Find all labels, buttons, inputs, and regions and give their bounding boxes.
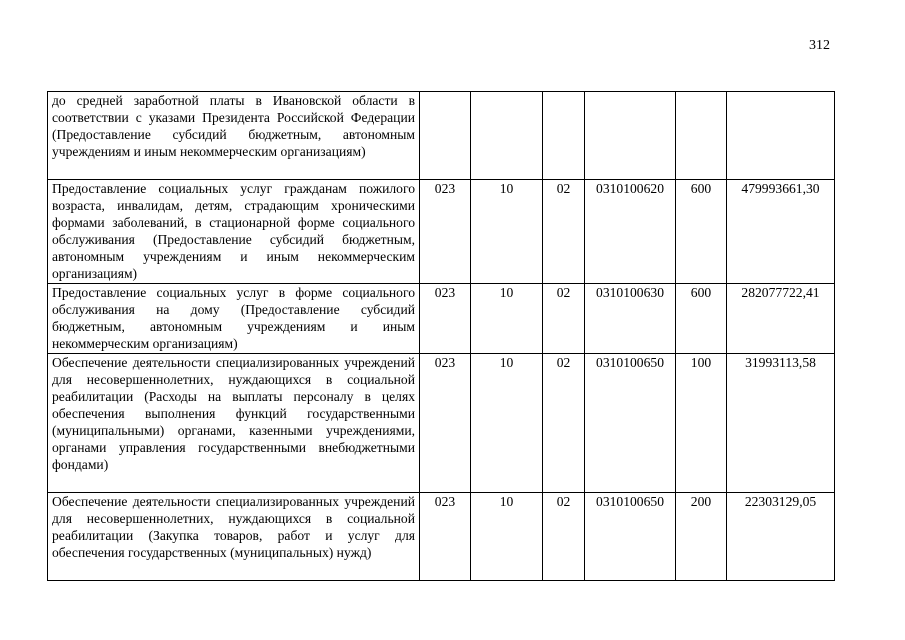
subsection-code-cell: 02 <box>543 493 585 581</box>
subsection-code-cell: 02 <box>543 180 585 284</box>
section-code-cell <box>471 92 543 180</box>
table-row <box>48 493 835 581</box>
section-code-cell: 10 <box>471 180 543 284</box>
amount-cell: 282077722,41 <box>727 284 835 354</box>
ministry-code-cell <box>420 92 471 180</box>
budget-table <box>47 91 835 581</box>
table-row <box>48 92 835 180</box>
description-cell: Предоставление социальных услуг гражданам пожилого возраста, инвалидам, детям, страдающим хроническими формами заболеваний, в стационарной форме социального обслуживания (Предоставление субсидий бюджетным, автономным учреждениям и иным некоммерческим организациям) <box>48 180 420 284</box>
expense-type-cell: 200 <box>676 493 727 581</box>
target-item-cell <box>585 92 676 180</box>
expense-type-cell: 600 <box>676 180 727 284</box>
subsection-code-cell: 02 <box>543 284 585 354</box>
description-cell: Обеспечение деятельности специализированных учреждений для несовершеннолетних, нуждающихся в социальной реабилитации (Закупка товаров, работ и услуг для обеспечения государственных (муниципальных) нужд) <box>48 493 420 581</box>
table-row <box>48 284 835 354</box>
amount-cell: 31993113,58 <box>727 354 835 493</box>
subsection-code-cell: 02 <box>543 354 585 493</box>
section-code-cell: 10 <box>471 493 543 581</box>
ministry-code-cell: 023 <box>420 180 471 284</box>
amount-cell: 22303129,05 <box>727 493 835 581</box>
table-row <box>48 354 835 493</box>
target-item-cell: 0310100620 <box>585 180 676 284</box>
amount-cell <box>727 92 835 180</box>
subsection-code-cell <box>543 92 585 180</box>
description-cell: до средней заработной платы в Ивановской области в соответствии с указами Президента Российской Федерации (Предоставление субсидий бюджетным, автономным учреждениям и иным некоммерческим организациям) <box>48 92 420 180</box>
description-cell: Предоставление социальных услуг в форме социального обслуживания на дому (Предоставление субсидий бюджетным, автономным учреждениям и иным некоммерческим организациям) <box>48 284 420 354</box>
ministry-code-cell: 023 <box>420 284 471 354</box>
target-item-cell: 0310100630 <box>585 284 676 354</box>
section-code-cell: 10 <box>471 284 543 354</box>
ministry-code-cell: 023 <box>420 354 471 493</box>
amount-cell: 479993661,30 <box>727 180 835 284</box>
ministry-code-cell: 023 <box>420 493 471 581</box>
expense-type-cell <box>676 92 727 180</box>
target-item-cell: 0310100650 <box>585 493 676 581</box>
description-cell: Обеспечение деятельности специализированных учреждений для несовершеннолетних, нуждающихся в социальной реабилитации (Расходы на выплаты персоналу в целях обеспечения выполнения функций государственными (муниципальными) органами, казенными учреждениями, органами управления государственными внебюджетными фондами) <box>48 354 420 493</box>
expense-type-cell: 600 <box>676 284 727 354</box>
section-code-cell: 10 <box>471 354 543 493</box>
page-number: 312 <box>809 38 830 53</box>
expense-type-cell: 100 <box>676 354 727 493</box>
table-row <box>48 180 835 284</box>
target-item-cell: 0310100650 <box>585 354 676 493</box>
